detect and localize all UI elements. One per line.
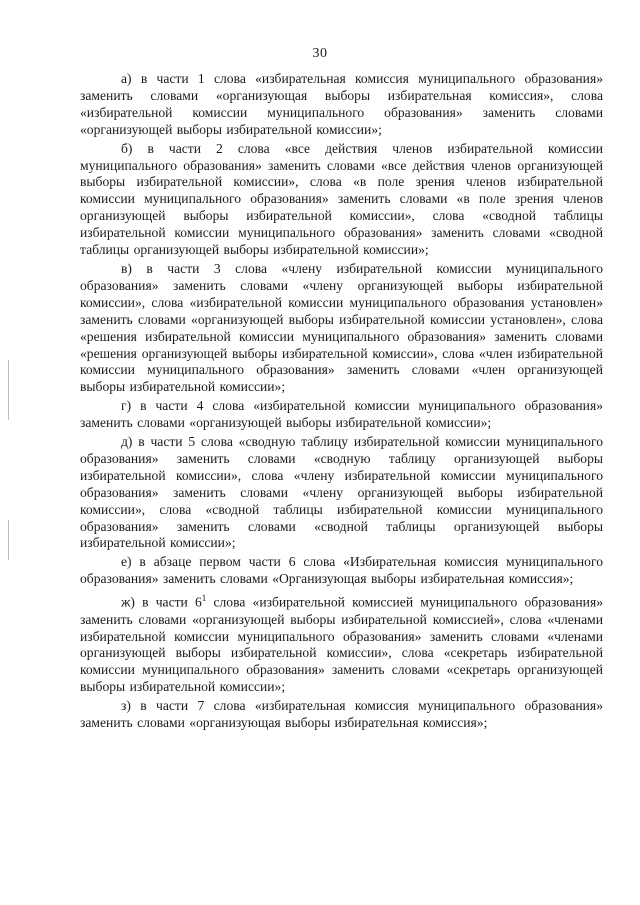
scan-edge-mark xyxy=(8,520,9,560)
paragraph-zh-start: ж) в части 6 xyxy=(121,594,202,610)
document-body xyxy=(80,71,603,734)
page-number: 30 xyxy=(312,46,328,61)
paragraph-b: б) в части 2 слова «все действия членов избирательной комиссии муниципального образования» заменить словами «все действия членов организующей выборы избирательной комиссии», слова «в поле зрения членов избирательной комиссии муниципального образования» заменить словами «в поле зрения членов организующей выборы избирательной комиссии», слова «сводной таблицы избирательной комиссии муниципального образования» заменить словами «сводной таблицы организующей выборы избирательной комиссии»; xyxy=(80,140,603,258)
scan-edge-mark xyxy=(8,360,9,420)
paragraph-d: д) в части 5 слова «сводную таблицу избирательной комиссии муниципального образования» заменить словами «сводную таблицу организующей выборы избирательной комиссии», слова «члену избирательной комиссии муниципального образования» заменить словами «члену организующей выборы избирательной комиссии», слова «сводной таблицы избирательной комиссии муниципального образования» заменить словами «сводной таблицы организующей выборы избирательной комиссии»; xyxy=(80,434,603,551)
paragraph-z: з) в части 7 слова «избирательная комиссия муниципального образования» заменить словами «организующая выборы избирательная комиссия»; xyxy=(80,698,603,731)
paragraph-zh xyxy=(80,590,603,696)
paragraph-zh-superscript: 1 xyxy=(201,593,207,604)
paragraph-a: а) в части 1 слова «избирательная комиссия муниципального образования» заменить словами «организующая выборы избирательная комиссия», слова «избирательной комиссии муниципального образования» заменить словами «организующей выборы избирательной комиссии»; xyxy=(80,71,603,137)
paragraph-g: г) в части 4 слова «избирательной комиссии муниципального образования» заменить словами «организующей выборы избирательной комиссии»; xyxy=(80,398,603,431)
paragraph-v: в) в части 3 слова «члену избирательной комиссии муниципального образования» заменить словами «члену организующей выборы избирательной комиссии», слова «избирательной комиссии муниципального образования установлен» заменить словами «организующей выборы избирательной комиссии установлен», слова «решения избирательной комиссии муниципального образования» заменить словами «решения организующей выборы избирательной комиссии», слова «член избирательной комиссии муниципального образования» заменить словами «член организующей выборы избирательной комиссии»; xyxy=(80,260,603,395)
paragraph-e: е) в абзаце первом части 6 слова «Избирательная комиссия муниципального образования» заменить словами «Организующая выборы избирательная комиссия»; xyxy=(80,554,603,587)
paragraph-zh-rest: слова «избирательной комиссией муниципального образования» заменить словами «организующей выборы избирательной комиссией», слова «членами избирательной комиссии муниципального образования» заменить словами «членами организующей выборы избирательной комиссии», слова «секретарь избирательной комиссии муниципального образования» заменить словами «секретарь организующей выборы избирательной комиссии»; xyxy=(80,594,603,695)
